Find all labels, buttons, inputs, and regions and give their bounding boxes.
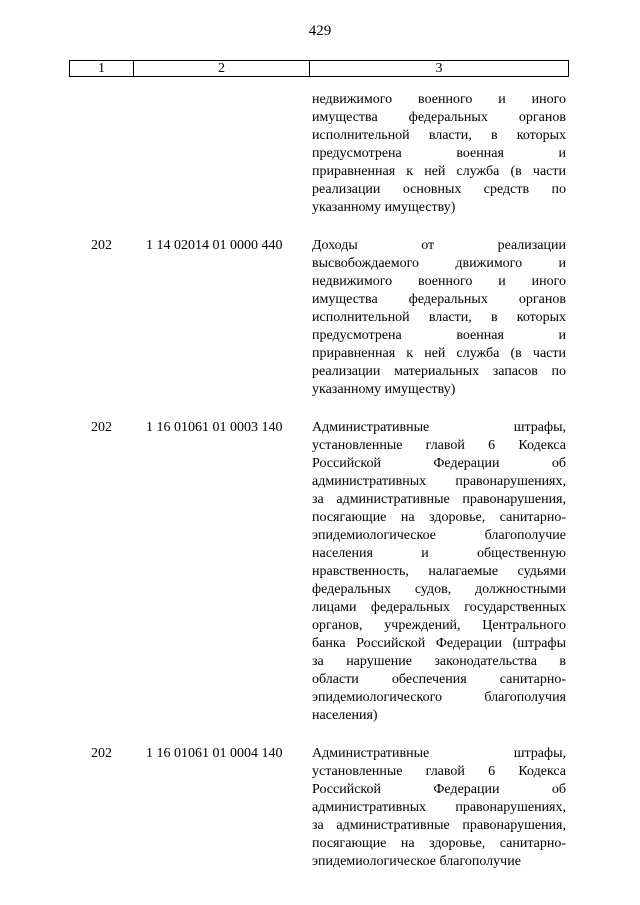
page-number: 429 — [308, 23, 332, 39]
description-line: административных правонарушениях, — [312, 800, 566, 815]
description-line: посягающие на здоровье, санитарно- — [312, 510, 566, 525]
description-line: органов, учреждений, Центрального — [312, 618, 566, 633]
admin-code: 202 — [91, 420, 112, 435]
row-gap — [0, 217, 640, 237]
column-header-table — [69, 60, 569, 77]
description-line: посягающие на здоровье, санитарно- — [312, 836, 566, 851]
description-line: области обеспечения санитарно- — [312, 672, 566, 687]
description-line: нравственность, налагаемые судьями — [312, 564, 566, 579]
table-body — [0, 91, 640, 871]
description-line: установленные главой 6 Кодекса — [312, 764, 566, 779]
description-line: установленные главой 6 Кодекса — [312, 438, 566, 453]
income-description — [312, 91, 566, 217]
description-line: недвижимого военного и иного — [312, 92, 566, 107]
description-line: за административные правонарушения, — [312, 492, 566, 507]
description-line: Доходы от реализации — [312, 238, 566, 253]
description-line: административных правонарушениях, — [312, 474, 566, 489]
description-line: эпидемиологическое благополучие — [312, 528, 566, 543]
description-line: эпидемиологическое благополучие — [312, 854, 521, 869]
description-line: лицами федеральных государственных — [312, 600, 566, 615]
row-gap — [0, 399, 640, 419]
description-line: федеральных судов, должностными — [312, 582, 566, 597]
description-line: Российской Федерации об — [312, 782, 566, 797]
description-line: Административные штрафы, — [312, 746, 566, 761]
admin-code: 202 — [91, 746, 112, 761]
description-line: реализации материальных запасов по — [312, 364, 566, 379]
description-line: высвобождаемого движимого и — [312, 256, 566, 271]
description-line: имущества федеральных органов — [312, 110, 566, 125]
row-gap — [0, 725, 640, 745]
column-header-2: 2 — [134, 61, 310, 77]
description-line: исполнительной власти, в которых — [312, 310, 566, 325]
description-line: Административные штрафы, — [312, 420, 566, 435]
income-description — [312, 237, 566, 399]
table-row — [0, 91, 640, 217]
column-header-1: 1 — [70, 61, 134, 77]
description-line: населения и общественную — [312, 546, 566, 561]
budget-classification-code: 1 16 01061 01 0004 140 — [146, 746, 283, 761]
description-line: эпидемиологического благополучия — [312, 690, 566, 705]
table-row — [0, 745, 640, 871]
description-line: указанному имуществу) — [312, 382, 456, 397]
description-line: банка Российской Федерации (штрафы — [312, 636, 566, 651]
income-description — [312, 419, 566, 725]
description-line: предусмотрена военная и — [312, 146, 566, 161]
table-row — [0, 419, 640, 725]
column-header-3: 3 — [310, 61, 569, 77]
budget-classification-code: 1 14 02014 01 0000 440 — [146, 238, 283, 253]
table-row — [0, 237, 640, 399]
description-line: приравненная к ней служба (в части — [312, 346, 566, 361]
description-line: населения) — [312, 708, 378, 723]
income-description — [312, 745, 566, 871]
description-line: предусмотрена военная и — [312, 328, 566, 343]
description-line: реализации основных средств по — [312, 182, 566, 197]
description-line: недвижимого военного и иного — [312, 274, 566, 289]
description-line: приравненная к ней служба (в части — [312, 164, 566, 179]
budget-classification-code: 1 16 01061 01 0003 140 — [146, 420, 283, 435]
column-header-row — [70, 61, 569, 77]
description-line: имущества федеральных органов — [312, 292, 566, 307]
description-line: указанному имуществу) — [312, 200, 456, 215]
description-line: за административные правонарушения, — [312, 818, 566, 833]
description-line: за нарушение законодательства в — [312, 654, 566, 669]
description-line: исполнительной власти, в которых — [312, 128, 566, 143]
admin-code: 202 — [91, 238, 112, 253]
description-line: Российской Федерации об — [312, 456, 566, 471]
